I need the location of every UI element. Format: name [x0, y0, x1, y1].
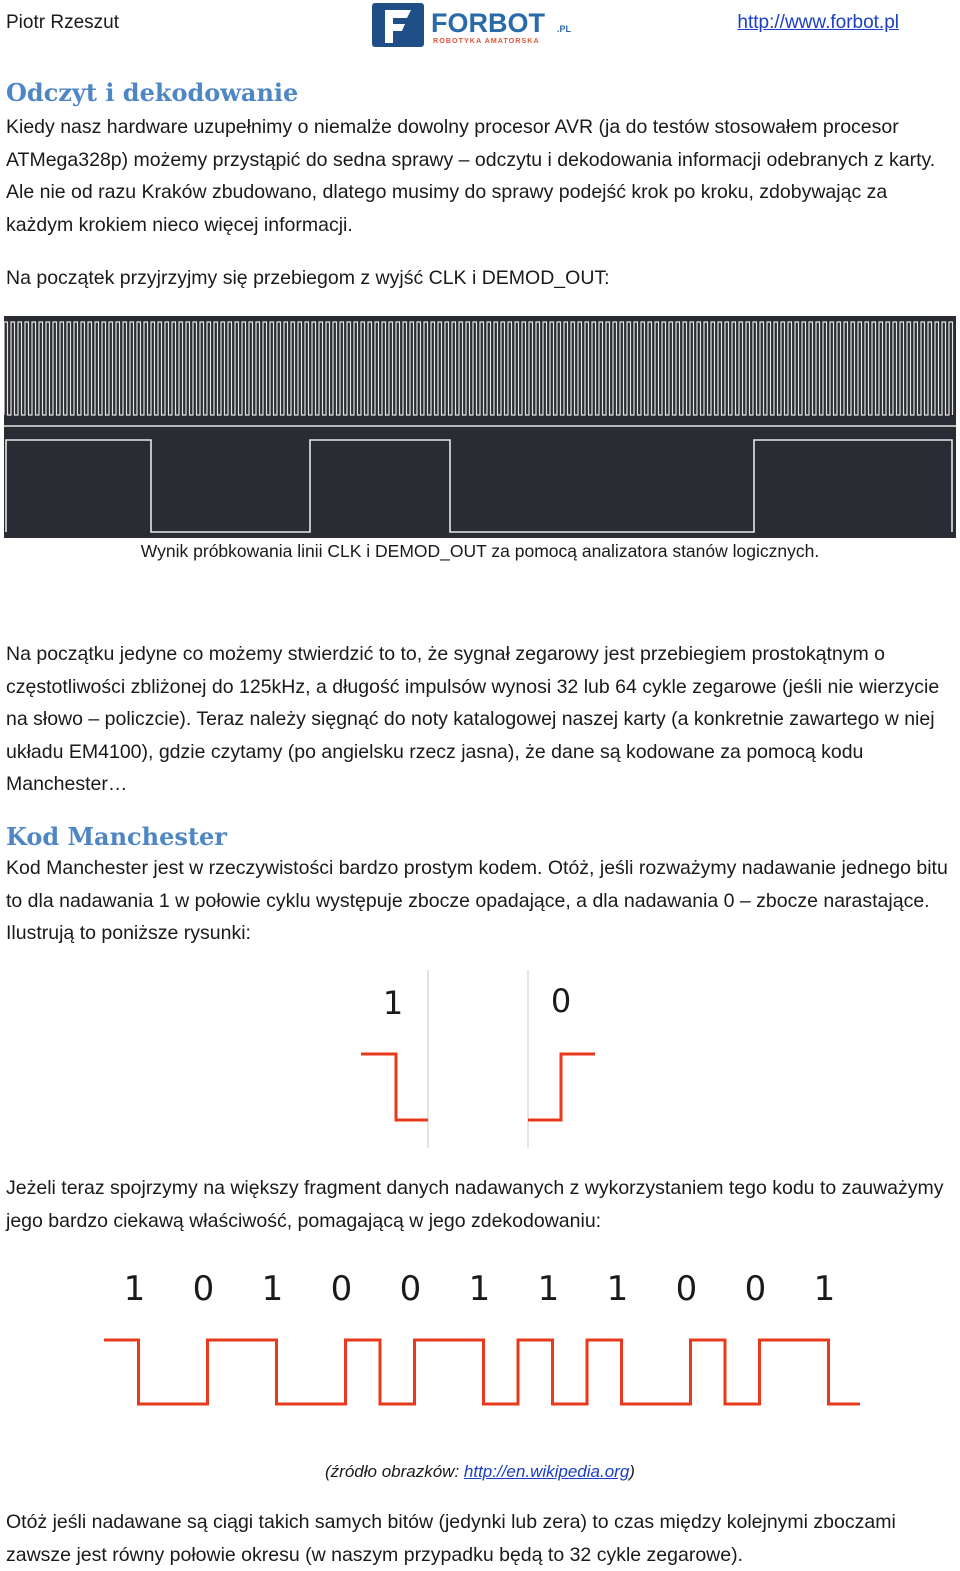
- image-source-caption: [0, 1462, 960, 1482]
- bit-label: 0: [399, 1269, 422, 1309]
- site-link[interactable]: http://www.forbot.pl: [737, 12, 899, 33]
- symbol-one-waveform: [361, 1054, 428, 1120]
- bit-label: 1: [813, 1269, 836, 1309]
- bit-label: 1: [606, 1269, 629, 1309]
- logic-analyzer-figure: [4, 316, 956, 538]
- bit-label: 0: [744, 1269, 767, 1309]
- paragraph-waveforms-intro: Na początek przyjrzyjmy się przebiegom z wyjść CLK i DEMOD_OUT:: [6, 267, 610, 289]
- paragraph-clock-analysis: Na początku jedyne co możemy stwierdzić to to, że sygnał zegarowy jest przebiegiem prostokątnym o częstotliwości zbliżonej do 125kHz, a długość impulsów wynosi 32 lub 64 cykle zegarowe (jeśli nie wierzycie na słowo – policzcie). Teraz należy sięgnąć do noty katalogowej naszej karty (a konkretnie zawartego w niej układu EM4100), gdzie czytamy (po angielsku rzecz jasna), że dane są kodowane za pomocą kodu Manchester…: [6, 643, 940, 795]
- logo-suffix: .PL: [557, 24, 572, 34]
- symbol-zero-waveform: [528, 1054, 595, 1120]
- bit-label: 0: [192, 1269, 215, 1309]
- symbol-zero-label: 0: [550, 982, 572, 1020]
- forbot-logo[interactable]: [371, 2, 583, 48]
- source-link[interactable]: http://en.wikipedia.org: [463, 1462, 630, 1481]
- section-title-manchester: Kod Manchester: [6, 822, 227, 851]
- bit-label: 1: [261, 1269, 284, 1309]
- paragraph-manchester: Kod Manchester jest w rzeczywistości bardzo prostym kodem. Otóż, jeśli rozważymy nadawanie jednego bitu to dla nadawania 1 w połowie cyklu występuje zbocze opadające, a dla nadawania 0 – zbocze narastające. Ilustrują to poniższe rysunki:: [6, 857, 948, 944]
- manchester-sequence-figure: [100, 1262, 860, 1437]
- header-author: Piotr Rzeszut: [6, 12, 119, 33]
- source-prefix: (źródło obrazków:: [325, 1462, 464, 1481]
- bit-label: 1: [468, 1269, 491, 1309]
- bit-label: 1: [123, 1269, 146, 1309]
- logo-text: FORBOT: [431, 8, 545, 38]
- bit-label: 0: [330, 1269, 353, 1309]
- symbol-one-label: 1: [382, 984, 404, 1022]
- source-suffix: ): [629, 1462, 635, 1481]
- paragraph-bigger-fragment: Jeżeli teraz spojrzymy na większy fragment danych nadawanych z wykorzystaniem tego kodu to zauważymy jego bardzo ciekawą właściwość, pomagającą w jego zdekodowaniu:: [6, 1177, 944, 1232]
- section-title-odczyt: Odczyt i dekodowanie: [6, 78, 299, 107]
- bit-label: 1: [537, 1269, 560, 1309]
- manchester-symbols-figure: [355, 970, 605, 1150]
- paragraph-intro: Kiedy nasz hardware uzupełnimy o niemalże dowolny procesor AVR (ja do testów stosowałem procesor ATMega328p) możemy przystąpić do sedna sprawy – odczytu i dekodowania informacji odebranych z karty. Ale nie od razu Kraków zbudowano, dlatego musimy do sprawy podejść krok po kroku, zdobywając za każdym krokiem nieco więcej informacji.: [6, 116, 936, 236]
- bit-labels: [124, 1269, 836, 1309]
- figure-caption-analyzer: Wynik próbkowania linii CLK i DEMOD_OUT za pomocą analizatora stanów logicznych.: [140, 541, 820, 561]
- manchester-sequence-waveform: [104, 1340, 860, 1404]
- paragraph-conclusion: Otóż jeśli nadawane są ciągi takich samych bitów (jedynki lub zera) to czas między kolejnymi zboczami zawsze jest równy połowie okresu (w naszym przypadku będą to 32 cykle zegarowe).: [6, 1511, 896, 1566]
- logo-tagline: ROBOTYKA AMATORSKA: [433, 36, 540, 45]
- bit-label: 0: [675, 1269, 698, 1309]
